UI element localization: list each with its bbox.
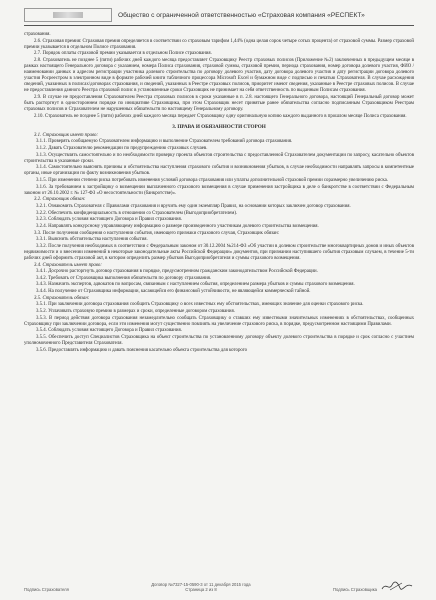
- paragraph: 2.9. В случае не предоставления Страхователем Реестра страховых полисов в сроки указанные в п. 2.8. настоящего Генерального договора, настоящий Генеральный договор может быть расторгнут в одностороннем порядке по инициативе Страховщика, при этом Страховщик несет принятые ранее обязательства согласно подписанным Страховщиком Реестрам страховых полисов и Страхователем не нарушенных обязательств по настоящему Генеральному договору.: [24, 94, 414, 112]
- paragraph: 3.5.1. При заключении договора страхования сообщить Страховщику о всех известных ему обстоятельствах, имеющих значение для оценки страхового риска.: [36, 302, 364, 308]
- paragraph: 3.2.1. Ознакомить Страхователя с Правилами страхования и вручить ему один экземпляр Правил, на основании которых заключен договор страхования.: [36, 203, 351, 209]
- paragraph: 3.5.6. Предоставлять информацию и давать пояснения касательно объекта строительства для которого: [36, 347, 248, 353]
- paragraph: 3.3.2. После получения необходимых в соответствии с Федеральным законом от 30.12.2004 №214-ФЗ «Об участии в долевом строительстве многоквартирных домов и иных объектов недвижимости и о внесении изменений в некоторые законодательные акты Российской Федерации» документов, при признании наступившего события страховым случаем, в течение 5-ти рабочих дней оформить страховой акт, в котором определить размер убытков Выгодоприобретателя и суммы страхового возмещения.: [24, 243, 414, 261]
- paragraph: 3.5. Страхователь обязан:: [34, 295, 90, 301]
- paragraph: 3.4. Страхователь имеет право:: [34, 262, 102, 268]
- footer-right-signature-label: Подпись Страховщика: [333, 587, 377, 592]
- paragraph: 3.3. После получения сообщения о наступлении события, имеющего признаки страхового случая, Страховщик обязан:: [34, 230, 280, 236]
- paragraph: 3.4.3. Назначить экспертов, адвокатов по вопросам, связанным с наступлением события, определением размера убытков и суммы страхового возмещения.: [36, 282, 355, 288]
- footer-right: [333, 580, 414, 592]
- footer-left-signature-label: Подпись Страхователя: [24, 587, 69, 592]
- document-header: [24, 8, 414, 26]
- paragraph: 3.4.4. На получение от Страховщика информации, касающейся его финансовой устойчивости, не являющейся коммерческой тайной.: [36, 289, 311, 295]
- paragraph: 3.1.2. Давать Страхователю рекомендации по предупреждению страховых случаев.: [36, 145, 208, 151]
- page-footer: [24, 580, 414, 592]
- paragraph: 3.5.2. Уплачивать страховую премию в размерах и сроки, определенные договором страхования.: [36, 309, 235, 314]
- document-body: [24, 32, 414, 354]
- paragraph: 2.7. Порядок оплаты страховой премии указывается в отдельном Полисе страхования.: [34, 51, 212, 57]
- paragraph: 3.5.4. Соблюдать условия настоящего Договора и Правил страхования.: [36, 328, 182, 334]
- paragraph: 3.1.6. За требованием к застройщику о возмещении выплаченного страхового возмещения в случае применения застройщика в деле о банкротстве в соответствии с Федеральным законом от 26.10.2002 г. № 127-ФЗ «О несостоятельности (банкротстве)».: [24, 184, 414, 196]
- paragraph: 3.2.4. Направлять конкурсному управляющему информацию о размере произведенного участникам долевого строительства возмещения.: [36, 223, 319, 229]
- company-logo: [24, 8, 112, 22]
- paragraph: страхования.: [24, 32, 51, 37]
- footer-center: [151, 582, 250, 592]
- paragraph: 3.1.1. Проверять сообщаемую Страхователем информацию и выполнение Страхователем требований договора страхования.: [36, 139, 293, 145]
- paragraphs-bottom: [24, 133, 414, 354]
- paragraph: 3.4.2. Требовать от Страховщика выполнения обязательств по договору страхования.: [36, 275, 212, 281]
- company-name: Общество с ограниченной ответственностью «Страховая компания «РЕСПЕКТ»: [118, 11, 365, 19]
- paragraph: 3.1. Страховщик имеет право:: [34, 132, 99, 138]
- paragraph: 3.4.1. Досрочно расторгнуть договор страхования в порядке, предусмотренном гражданским законодательством Российской Федерации.: [36, 269, 318, 275]
- paragraph: 3.1.5. При изменении степени риска потребовать изменения условий договора страхования или уплаты дополнительной страховой премии соразмерно увеличению риска.: [36, 177, 388, 183]
- footer-contract-ref: Договор №7327-15-0590-3 от 11 декабря 2015 года: [151, 582, 251, 587]
- paragraph: 3.3.1. Выяснить обстоятельства наступления события.: [36, 237, 148, 243]
- paragraph: 3.1.3. Осуществлять самостоятельно и по необходимости проверку проекта объектов строительства с предоставленной Страхователем документации по запросу, касательно объектов строительства в указанные сроки.: [24, 152, 414, 164]
- paragraph: 2.8. Страхователь не позднее 5 (пяти) рабочих дней каждого месяца предоставляет Страховщику Реестр страховых полисов (Приложение №2) заключенных в предыдущем месяце в рамках настоящего Генерального договора с указанием, номера Полиса страхования, страховой суммы, страховой премии, периода страхования, номер договора долевого участия, ФИО / наименовании данных и адресом регистрации участника долевого строительства по договору долевого участия, дату договора долевого участия и дату регистрации договора долевого участия Росреестром в электронном виде в формате рабочей книги табличного процессора Microsoft Excel и бумажном виде с подписью и печатью Страхователя. В случае расхождения сведений, указанных в полисах/договорах страхования, и сведений, указанных в Реестре страховых полисов, приоритет имеют сведения, указанные в Реестре страховых полисов. В случае не предоставления данного Реестра страховой полис в установленные сроки Страховщик не принимает на себя ответственность по выданным Полисам страхования.: [24, 57, 414, 94]
- paragraph: 2.10. Страхователь не позднее 5 (пяти) рабочих дней каждого месяца передает Страховщику одну оригинальную копию каждого выданного в прошлом месяце Полиса страхования.: [34, 113, 407, 119]
- paragraph: 3.5.5. Обеспечить доступ Специалистов Страховщика на объект строительства по установленному договору объекту долевого строительства в порядке и срок согласно с участием уполномоченного Представителя Страхователя.: [24, 334, 414, 347]
- paragraph: 3.2.2. Обеспечить конфиденциальность в отношении со Страхователем (Выгодоприобретателем).: [36, 210, 238, 216]
- paragraph: 3.2.3. Соблюдать условия настоящего Договора и Правил страхования.: [36, 217, 182, 223]
- paragraph: 3.5.3. В период действия договора страхования незамедлительно сообщать Страховщику о ставших ему известными значительных изменениях в обстоятельствах, сообщенных Страховщику при заключении договора, если эти изменения могут существенно повлиять на увеличение страхового риска, в порядке, предусмотренном настоящими Правилами.: [24, 315, 414, 327]
- section-title: 3. ПРАВА И ОБЯЗАННОСТИ СТОРОН: [172, 123, 266, 130]
- paragraph: 3.2. Страховщик обязан:: [34, 197, 86, 203]
- footer-page-number: Страница 2 из 8: [185, 587, 217, 592]
- paragraphs-top: [24, 32, 414, 120]
- handwritten-signature: [380, 580, 414, 592]
- paragraph: 3.1.4. Самостоятельно выяснять причины и обстоятельства наступления страхового события и возникновения убытков, в случае необходимости направлять запросы в компетентные органы, иные организации по факту возникновения убытков.: [24, 165, 414, 177]
- paragraph: 2.6. Страховая премия: Страховая премия определяется в соответствии со страховым тарифом 1,44% (одна целая сорок четыре сотых процента) от страховой суммы. Размер страховой премии указывается в отдельном Полисе страхования.: [24, 38, 414, 50]
